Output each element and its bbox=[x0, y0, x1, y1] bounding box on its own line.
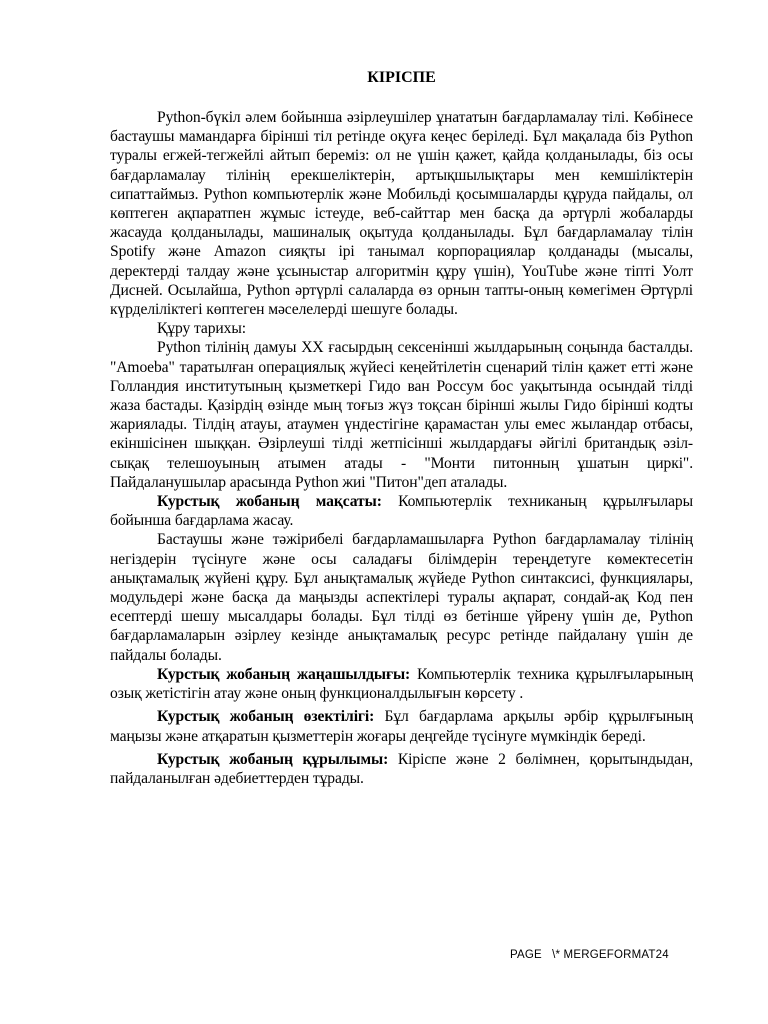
history-heading: Құру тарихы: bbox=[157, 320, 246, 338]
structure-paragraph bbox=[110, 750, 693, 788]
goal-paragraph bbox=[110, 492, 693, 530]
structure-text: Кіріспе және 2 бөлімнен, қорытындыдан, пайдаланылған әдебиеттерден тұрады. bbox=[110, 750, 694, 787]
page-footer-field: PAGE \* MERGEFORMAT24 bbox=[510, 949, 669, 961]
novelty-text: Компьютерлік техника құрылғыларының озық жетістігін атау және оның функционалдылығын көрсету . bbox=[110, 665, 693, 703]
novelty-paragraph bbox=[110, 665, 693, 703]
history-paragraph: Python тілінің дамуы XX ғасырдың сексенінші жылдарының соңында басталды. "Amoeba" таратылған операциялық жүйесі кеңейтілетін сценарий тілін қажет етті және Голландия институтының қызметкері Гидо ван Россум бос уақытында осындай тілді жаза бастады. Қазірдің өзінде мың тоғыз жүз тоқсан бірінші жылы Гидо бірінші кодты жариялады. Тілдің атауы, атаумен үндестігіне қарамастан улы емес жыландар отбасы, екіншісінен шыққан. Әзірлеуші тілді жетпісінші жылдардағы әйгілі британдық әзіл-сықақ телешоуының атымен атады - "Монти питонның ұшатын циркі". Пайдаланушылар арасында Python жиі "Питон"деп аталады. bbox=[110, 339, 693, 491]
goal-detail-paragraph: Бастаушы және тәжірибелі бағдарламашыларға Python бағдарламалау тілінің негіздерін түсінуге және осы саладағы білімдерін тереңдетуге көмектесетін анықтамалық жүйені құру. Бұл анықтамалық жүйеде Python синтаксисі, функциялары, модульдері және басқа да маңызды аспектілері туралы ақпарат, сондай-ақ Код пен есептерді шешу мысалдары болады. Бұл тілді өз бетінше үйрену үшін де, Python бағдарламаларын әзірлеу кезінде анықтамалық ресурс ретінде пайдалану үшін де пайдалы болады. bbox=[110, 531, 693, 664]
goal-text: Компьютерлік техниканың құрылғылары бойынша бағдарлама жасау. bbox=[110, 493, 693, 530]
relevance-label: Курстық жобаның өзектілігі: bbox=[157, 708, 375, 726]
document-page bbox=[110, 68, 693, 788]
relevance-paragraph bbox=[110, 707, 693, 745]
novelty-label: Курстық жобаның жаңашылдығы: bbox=[157, 665, 411, 683]
relevance-text: Бұл бағдарлама арқылы әрбір құрылғының маңызы және атқаратын қызметтерін жоғары деңгейде түсінуге мүмкіндік береді. bbox=[110, 708, 693, 745]
structure-label: Курстық жобаның құрылымы: bbox=[157, 750, 389, 768]
intro-paragraph: Python-бүкіл әлем бойынша әзірлеушілер ұнататын бағдарламалау тілі. Көбінесе бастаушы мамандарға бірінші тіл ретінде оқуға кеңес беріледі. Бұл мақалада біз Python туралы егжей-тегжейлі айтып береміз: ол не үшін қажет, қайда қолданылады, біз осы бағдарламалау тілінің ерекшеліктерін, артықшылықтары мен кемшіліктерін сипаттаймыз. Python компьютерлік және Мобильді қосымшаларды құруда пайдалы, ол көптеген ақпаратпен жұмыс істеуде, веб-сайттар мен басқа да әртүрлі жобаларды жасауда қолданылады, машиналық оқытуда қолданылады. Бұл бағдарламалау тілін Spotify және Amazon сияқты ірі танымал корпорациялар қолданады (мысалы, деректерді талдау және ұсыныстар алгоритмін құру үшін), YouTube және тіпті Уолт Дисней. Осылайша, Python әртүрлі салаларда өз орнын тапты-оның көмегімен Әртүрлі күрделіліктегі көптеген мәселелерді шешуге болады. bbox=[110, 109, 693, 319]
goal-label: Курстық жобаның мақсаты: bbox=[157, 493, 382, 511]
page-title: КІРІСПЕ bbox=[367, 69, 436, 86]
